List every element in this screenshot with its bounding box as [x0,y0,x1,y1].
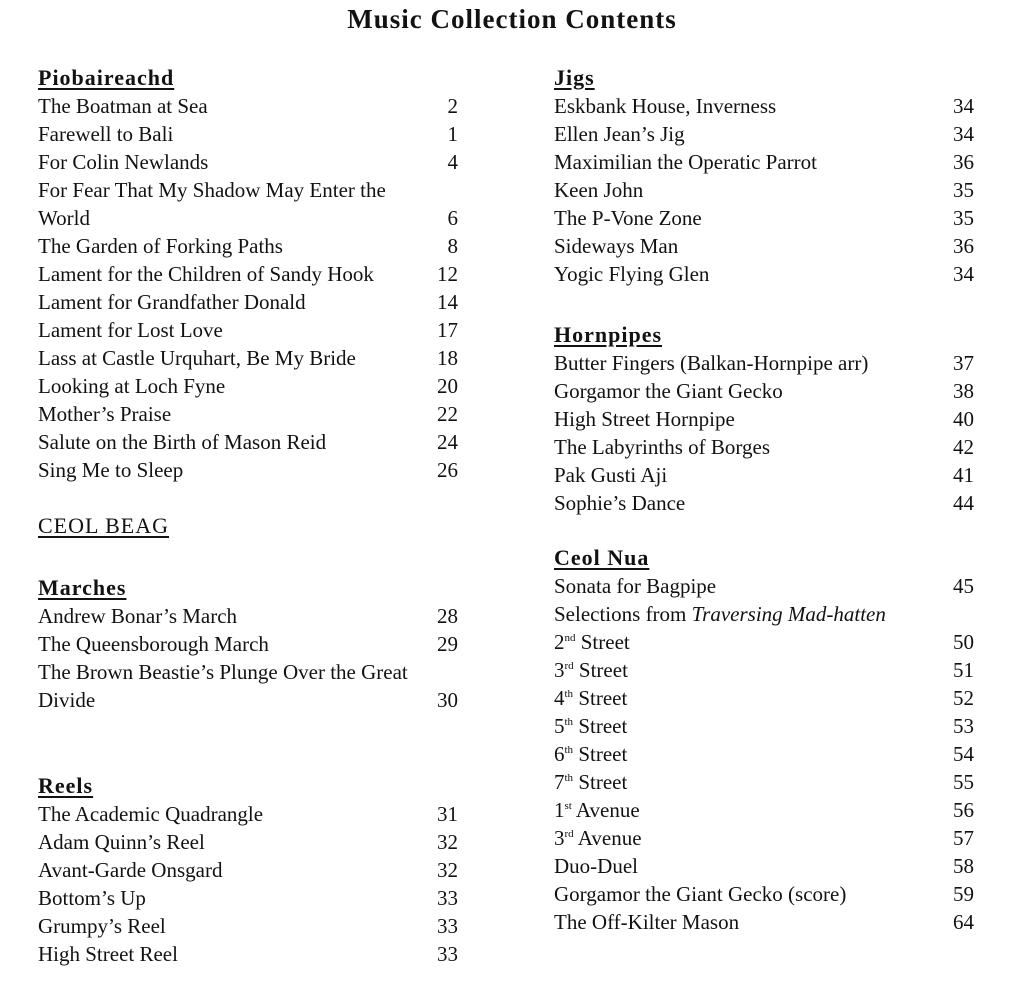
entry-title-text: 4 [554,686,565,710]
entry-title [38,260,426,288]
toc-column-right [554,64,974,936]
entry-page-number: 35 [953,206,974,230]
toc-entry [38,428,458,456]
entry-title [38,912,426,940]
entry-title [38,856,426,884]
toc-entry [554,796,974,824]
entry-title [38,372,426,400]
entry-page-number: 37 [953,351,974,375]
entry-title-text: Ellen Jean’s Jig [554,122,685,146]
toc-section-ceol-beag [38,512,458,540]
toc-entry [38,232,458,260]
entry-title-text: The Garden of Forking Paths [38,234,283,258]
entry-title [554,148,942,176]
entry-title-text: Keen John [554,178,644,202]
entry-title-text: Duo-Duel [554,854,638,878]
entry-title-text: 3 [554,826,565,850]
entry-title-text: 6 [554,742,565,766]
entry-title-text: Maximilian the Operatic Parrot [554,150,818,174]
entry-title-text: High Street Reel [38,942,178,966]
entry-title-ordinal-suffix: th [564,744,574,756]
toc-entry [554,656,974,684]
entry-title-text: The Queensborough March [38,632,269,656]
entry-title-ordinal-suffix: nd [564,632,576,644]
entry-page-number: 32 [437,858,458,882]
entry-title [554,120,942,148]
toc-section-hornpipes [554,321,974,517]
toc-entry [554,260,974,288]
entry-title [554,824,942,852]
toc-entry [38,630,458,658]
toc-entry [554,768,974,796]
entry-title [38,884,426,912]
entry-page-number: 40 [953,407,974,431]
entry-page-number: 51 [953,658,974,682]
entry-page-number: 18 [437,346,458,370]
entry-title-text: Yogic Flying Glen [554,262,710,286]
section-heading: Ceol Nua [554,545,650,570]
entry-title-text: The Labyrinths of Borges [554,435,770,459]
entry-title-text: The Off-Kilter Mason [554,910,740,934]
entry-title-text: Street [573,714,628,738]
entry-title-text: Mother’s Praise [38,402,172,426]
entry-page-number: 41 [953,463,974,487]
toc-entry [38,148,458,176]
entry-title-text: Lament for Grandfather Donald [38,290,306,314]
entry-title-text: Gorgamor the Giant Gecko [554,379,783,403]
toc-entry [38,800,458,828]
toc-section-jigs [554,64,974,288]
entry-page-number: 44 [953,491,974,515]
entry-title-text: Street [575,630,630,654]
entry-title [38,232,426,260]
entry-title [554,684,942,712]
toc-entry [38,120,458,148]
entry-page-number: 20 [437,374,458,398]
entry-title-text: The Academic Quadrangle [38,802,264,826]
entry-title [554,740,942,768]
toc-entry [554,712,974,740]
toc-section-marches [38,574,458,714]
entry-title [38,940,426,968]
entry-title-text: Street [573,770,628,794]
entry-page-number: 12 [437,262,458,286]
toc-entry [38,884,458,912]
toc-entry [38,344,458,372]
entry-page-number: 34 [953,94,974,118]
entry-title-text: Street [573,742,628,766]
entry-title-text: Avant-Garde Onsgard [38,858,223,882]
entry-page-number: 35 [953,178,974,202]
entry-title [554,433,942,461]
entry-title-ordinal-suffix: th [564,772,574,784]
entry-title-text: The Brown Beastie’s Plunge Over the Great Divide [38,660,408,712]
entry-title [38,148,426,176]
entry-title [554,600,942,628]
toc-entry [38,602,458,630]
entry-title-text: 1 [554,798,565,822]
toc-entry [554,908,974,936]
entry-page-number: 2 [447,94,458,118]
entry-title [554,768,942,796]
entry-title [554,260,942,288]
toc-entry [38,260,458,288]
entry-page-number: 36 [953,150,974,174]
entry-page-number: 36 [953,234,974,258]
entry-title-text: Pak Gusti Aji [554,463,668,487]
entry-title-text: For Colin Newlands [38,150,209,174]
entry-page-number: 42 [953,435,974,459]
toc-entry [554,628,974,656]
entry-title-text: The Boatman at Sea [38,94,208,118]
entry-title [38,92,426,120]
entry-title-text: Grumpy’s Reel [38,914,166,938]
entry-page-number: 58 [953,854,974,878]
toc-entry [554,461,974,489]
entry-title [554,656,942,684]
entry-title-text: Gorgamor the Giant Gecko (score) [554,882,847,906]
entry-title-text: Sonata for Bagpipe [554,574,717,598]
entry-page-number: 45 [953,574,974,598]
section-heading: CEOL BEAG [38,513,170,538]
toc-entry [554,740,974,768]
entry-page-number: 22 [437,402,458,426]
entry-page-number: 57 [953,826,974,850]
entry-page-number: 56 [953,798,974,822]
entry-page-number: 34 [953,122,974,146]
entry-title-text: Sideways Man [554,234,679,258]
toc-entry [38,658,458,714]
entry-page-number: 52 [953,686,974,710]
entry-page-number: 34 [953,262,974,286]
entry-title [38,400,426,428]
toc-entry [38,912,458,940]
entry-title-text: Looking at Loch Fyne [38,374,226,398]
entry-page-number: 53 [953,714,974,738]
entry-title [38,344,426,372]
toc-entry [554,232,974,260]
toc-entry [38,316,458,344]
toc-entry [38,400,458,428]
entry-title [38,316,426,344]
toc-entry [554,824,974,852]
entry-title-text: For Fear That My Shadow May Enter the World [38,178,386,230]
toc-entry [38,940,458,968]
entry-title [554,489,942,517]
entry-title-text: High Street Hornpipe [554,407,735,431]
entry-page-number: 29 [437,632,458,656]
toc-column-left [38,64,458,968]
toc-entry [38,288,458,316]
entry-page-number: 50 [953,630,974,654]
entry-page-number: 64 [953,910,974,934]
entry-title-text: Avenue [571,798,640,822]
toc-entry [554,852,974,880]
toc-section-piobaireachd [38,64,458,484]
entry-title-text: 3 [554,658,565,682]
entry-title [554,232,942,260]
page-title: Music Collection Contents [347,4,677,34]
entry-title-text: Avenue [573,826,642,850]
entry-page-number: 17 [437,318,458,342]
toc-entry [554,349,974,377]
entry-page-number: 55 [953,770,974,794]
entry-title-text: Sophie’s Dance [554,491,686,515]
toc-entry [38,828,458,856]
entry-title [554,712,942,740]
toc-entry [554,880,974,908]
entry-title-text: Lament for Lost Love [38,318,223,342]
entry-title-ordinal-suffix: st [564,800,572,812]
toc-entry [554,92,974,120]
toc-entry [554,684,974,712]
entry-page-number: 59 [953,882,974,906]
entry-page-number: 54 [953,742,974,766]
toc-entry [38,176,458,232]
entry-title-text: Bottom’s Up [38,886,146,910]
section-heading: Hornpipes [554,322,663,347]
entry-title [554,405,942,433]
toc-entry [38,372,458,400]
entry-title [38,602,426,630]
entry-title-text: Lass at Castle Urquhart, Be My Bride [38,346,356,370]
entry-page-number: 6 [447,206,458,230]
entry-title [554,852,942,880]
entry-title-text: 5 [554,714,565,738]
entry-title-text: 2 [554,630,565,654]
entry-title-text: Street [573,658,628,682]
entry-title-ordinal-suffix: rd [564,828,574,840]
entry-title [554,628,942,656]
entry-title-text: Farewell to Bali [38,122,174,146]
toc-section-ceol-nua [554,544,974,936]
entry-page-number: 24 [437,430,458,454]
entry-title [38,828,426,856]
entry-title [554,461,942,489]
entry-title-text: Street [573,686,628,710]
entry-title-text: Selections from [554,602,692,626]
entry-page-number: 1 [447,122,458,146]
entry-title [554,796,942,824]
section-heading: Reels [38,773,94,798]
entry-page-number: 33 [437,914,458,938]
entry-title [554,572,942,600]
entry-title [38,428,426,456]
entry-title-ordinal-suffix: th [564,688,574,700]
entry-title [38,630,426,658]
entry-title-text: Lament for the Children of Sandy Hook [38,262,374,286]
entry-page-number: 30 [437,688,458,712]
entry-title [554,204,942,232]
entry-title-italic: Traversing Mad-hatten [691,602,886,626]
section-heading: Jigs [554,65,595,90]
entry-title [38,658,426,714]
toc-entry [554,148,974,176]
entry-page-number: 4 [447,150,458,174]
toc-entry [554,405,974,433]
entry-title [38,120,426,148]
entry-title [554,880,942,908]
entry-title [38,288,426,316]
toc-entry [554,204,974,232]
entry-title [38,800,426,828]
entry-page-number: 31 [437,802,458,826]
toc-entry [554,433,974,461]
toc-entry [554,600,974,628]
entry-title [554,908,942,936]
entry-title-text: The P-Vone Zone [554,206,702,230]
section-heading: Piobaireachd [38,65,175,90]
entry-title-text: Adam Quinn’s Reel [38,830,205,854]
entry-page-number: 33 [437,942,458,966]
entry-title-text: Sing Me to Sleep [38,458,184,482]
entry-page-number: 38 [953,379,974,403]
entry-title-text: Butter Fingers (Balkan-Hornpipe arr) [554,351,869,375]
entry-page-number: 14 [437,290,458,314]
toc-entry [554,489,974,517]
entry-title [554,92,942,120]
entry-page-number: 33 [437,886,458,910]
toc-section-reels [38,772,458,968]
section-heading: Marches [38,575,127,600]
toc-entry [38,856,458,884]
entry-title [554,349,942,377]
entry-page-number: 26 [437,458,458,482]
entry-title-text: 7 [554,770,565,794]
entry-page-number: 8 [447,234,458,258]
entry-title-ordinal-suffix: rd [564,660,574,672]
toc-entry [38,456,458,484]
entry-title-text: Andrew Bonar’s March [38,604,238,628]
entry-title [554,176,942,204]
entry-title-ordinal-suffix: th [564,716,574,728]
toc-entry [554,572,974,600]
toc-entry [554,377,974,405]
entry-page-number: 28 [437,604,458,628]
entry-title [38,456,426,484]
toc-entry [38,92,458,120]
entry-title [38,176,426,232]
entry-title [554,377,942,405]
entry-page-number: 32 [437,830,458,854]
entry-title-text: Salute on the Birth of Mason Reid [38,430,327,454]
entry-title-text: Eskbank House, Inverness [554,94,777,118]
toc-entry [554,120,974,148]
toc-entry [554,176,974,204]
